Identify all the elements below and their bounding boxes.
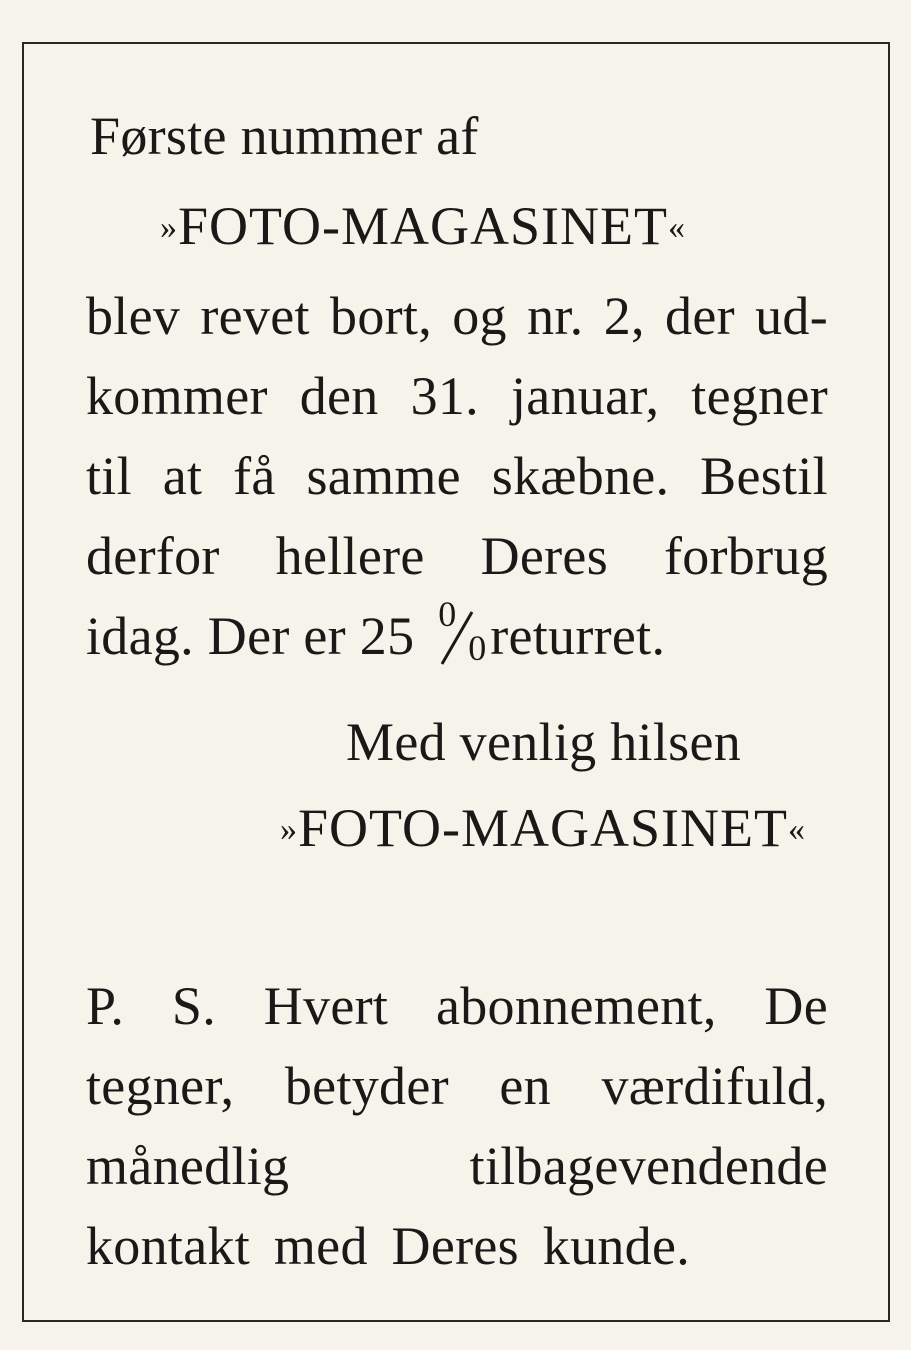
postscript-line: P. S. Hvert abonnement, De bbox=[86, 976, 828, 1036]
postscript-line: tegner, betyder en værdifuld, bbox=[86, 1056, 828, 1116]
percent-sign bbox=[428, 594, 490, 668]
percent-line bbox=[86, 594, 666, 668]
percent-line-after: returret. bbox=[490, 606, 666, 666]
postscript-line: kontakt med Deres kunde. bbox=[86, 1216, 691, 1276]
magazine-name: FOTO-MAGASINET bbox=[178, 196, 669, 256]
signature bbox=[280, 796, 806, 862]
intro-line: Første nummer af bbox=[90, 106, 479, 166]
close-quote: « bbox=[668, 209, 687, 246]
percent-line-before: idag. Der er 25 bbox=[86, 606, 415, 666]
open-quote: » bbox=[160, 209, 178, 246]
percent-top-digit: 0 bbox=[438, 594, 457, 634]
open-quote: » bbox=[280, 811, 298, 848]
signoff: Med venlig hilsen bbox=[346, 712, 742, 772]
close-quote: « bbox=[788, 811, 807, 848]
signature-name: FOTO-MAGASINET bbox=[298, 798, 789, 858]
body-line: kommer den 31. januar, tegner bbox=[86, 366, 828, 426]
body-line: til at få samme skæbne. Bestil bbox=[86, 446, 828, 506]
body-line: blev revet bort, og nr. 2, der ud- bbox=[86, 286, 828, 346]
magazine-title bbox=[160, 194, 686, 260]
postscript-line: månedlig tilbagevendende bbox=[86, 1136, 828, 1196]
percent-bottom-digit: 0 bbox=[468, 628, 487, 668]
body-line: derfor hellere Deres forbrug bbox=[86, 526, 828, 586]
